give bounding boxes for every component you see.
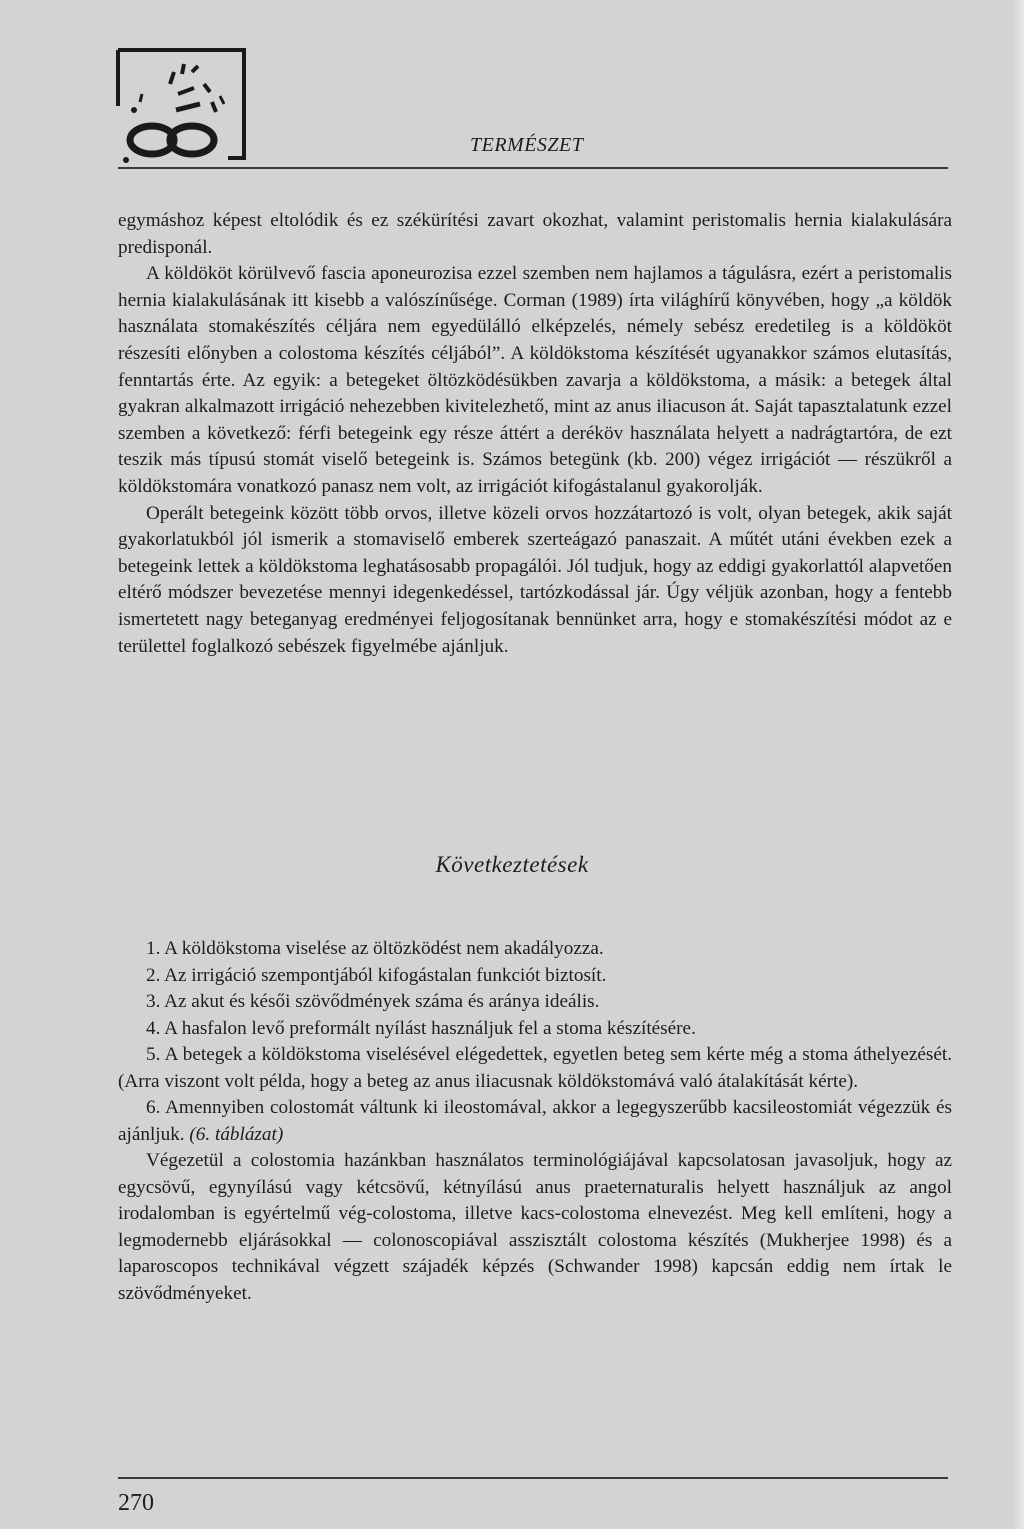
list-item — [118, 1095, 952, 1148]
list-item-text: 6. Amennyiben colostomát váltunk ki ileostomával, akkor a legegyszerűbb kacsileostomiát végezzük és ajánljuk. — [118, 1097, 952, 1145]
footer-divider — [118, 1477, 948, 1479]
closing-paragraph: Végezetül a colostomia hazánkban használatos terminológiájával kapcsolatosan javasoljuk, hogy az egycsövű, egynyílású vagy kétcsövű, kétnyílású anus praeternaturalis helyett használjuk az angol irodalomban is egyértelmű vég-colostoma, illetve kacs-colostoma elnevezést. Meg kell említeni, hogy a legmodernebb eljárásokkal — colonoscopiával asszisztált colostoma készítés (Mukherjee 1998) és a laparoscopos technikával végzett szájadék képzés (Schwander 1998) kapcsán eddig nem írtak le szövődményeket. — [118, 1150, 952, 1304]
stylized-figure-emblem-icon — [112, 44, 248, 166]
table-reference: (6. táblázat) — [189, 1123, 284, 1145]
page-number: 270 — [118, 1490, 154, 1516]
list-item: 2. Az irrigáció szempontjából kifogástalan funkciót biztosít. — [146, 964, 607, 986]
paragraph: egymáshoz képest eltolódik és ez székürítési zavart okozhat, valamint peristomalis hernia kialakulására predisponál. — [118, 210, 952, 258]
section-title: Következtetések — [435, 852, 589, 877]
list-item: 4. A hasfalon levő preformált nyílást használjuk fel a stoma készítésére. — [146, 1017, 696, 1039]
paragraph: A köldököt körülvevő fascia aponeurozisa ezzel szemben nem hajlamos a tágulásra, ezért a peristomalis hernia kialakulásának itt kisebb a valószínűsége. Corman (1989) írta világhírű könyvében, hogy „a köldök használata stomakészítés céljára nem egyedülálló elképzelés, némely sebész eredetileg is a köldököt részesíti előnyben a colostoma készítés céljából”. A köldökstoma készítését ugyanakkor számos elutasítás, fenntartás érte. Az egyik: a betegeket öltözködésükben zavarja a köldökstoma, a másik: a betegek által gyakran alkalmazott irrigáció nehezebben kivitelezhető, mint az anus iliacuson át. Saját tapasztalatunk ezzel szemben a következő: férfi betegeink egy része áttért a deréköv használata helyett a nadrágtartóra, de ezt teszik más típusú stomát viselő betegeink is. Számos betegünk (kb. 200) végez irrigációt — részükről a köldökstomára vonatkozó panasz nem volt, az irrigációt kifogástalanul gyakorolják. — [118, 263, 952, 497]
body-text — [118, 208, 952, 660]
running-title: TERMÉSZET — [470, 134, 584, 156]
conclusions-list — [118, 936, 952, 1307]
list-item: 5. A betegek a köldökstoma viselésével elégedettek, egyetlen beteg sem kérte még a stoma áthelyezését. (Arra viszont volt példa, hogy a beteg az anus iliacusnak köldökstomává való átalakítását kérte). — [118, 1044, 952, 1092]
list-item: 3. Az akut és késői szövődmények száma és aránya ideális. — [146, 991, 600, 1012]
header-divider — [118, 167, 948, 169]
list-item: 1. A köldökstoma viselése az öltözködést nem akadályozza. — [146, 938, 604, 959]
paragraph: Operált betegeink között több orvos, illetve közeli orvos hozzátartozó is volt, olyan betegek, akik saját gyakorlatukból jól ismerik a stomaviselő emberek szerteágazó panaszait. A műtét utáni években ezek a betegeink lettek a köldökstoma leghatásosabb propagálói. Jól tudjuk, hogy az eddigi gyakorlattól alapvetően eltérő módszer bevezetése mennyi idegenkedéssel, tartózkodással jár. Úgy véljük azonban, hogy a fentebb ismertetett nagy beteganyag eredményei feljogosítanak bennünket arra, hogy e stomakészítési módot az e területtel foglalkozó sebészek figyelmébe ajánljuk. — [118, 502, 952, 657]
page-edge-shadow — [1010, 0, 1024, 1529]
